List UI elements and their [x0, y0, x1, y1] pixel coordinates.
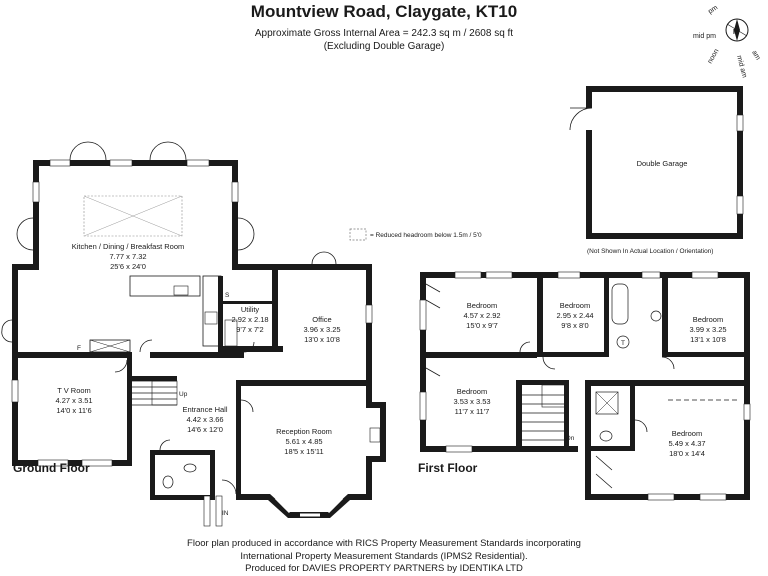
first-floor-label: First Floor [418, 461, 478, 475]
bedroom-5-metric: 5.49 x 4.37 [668, 439, 706, 448]
compass-am: am [750, 49, 762, 62]
bedroom-3-name: Bedroom [692, 315, 724, 324]
office-metric: 3.96 x 3.25 [303, 325, 341, 334]
compass-pm: pm [707, 4, 720, 16]
store-label: S [225, 292, 230, 299]
reduced-headroom-legend: = Reduced headroom below 1.5m / 5'0 [370, 232, 482, 239]
compass-north: N [733, 29, 739, 36]
tv-room-name: T V Room [57, 386, 91, 395]
bedroom-2-name: Bedroom [559, 301, 591, 310]
bedroom-4-metric: 3.53 x 3.53 [453, 397, 491, 406]
page-title: Mountview Road, Claygate, KT10 [250, 2, 518, 21]
double-garage-plan [570, 86, 743, 239]
reception-imperial: 18'5 x 15'11 [284, 447, 324, 456]
kitchen-metric: 7.77 x 7.32 [109, 252, 147, 261]
stairs-up-label: Up [179, 391, 188, 398]
compass-mid-am: mid am [735, 54, 748, 79]
gross-area-text: Approximate Gross Internal Area = 242.3 sq m / 2608 sq ft [254, 28, 514, 39]
kitchen-name: Kitchen / Dining / Breakfast Room [71, 242, 185, 251]
entrance-hall-metric: 4.42 x 3.66 [186, 415, 224, 424]
tv-room-metric: 4.27 x 3.51 [55, 396, 93, 405]
garage-label: Double Garage [636, 159, 688, 168]
compass-noon: noon [706, 48, 721, 65]
bedroom-1-metric: 4.57 x 2.92 [463, 311, 501, 320]
utility-name: Utility [240, 305, 260, 314]
tv-room-imperial: 14'0 x 11'6 [56, 406, 92, 415]
footer-line-2: International Property Measurement Standards (IPMS2 Residential). [240, 550, 528, 562]
compass-rose-icon [693, 4, 761, 79]
bedroom-2-imperial: 9'8 x 8'0 [561, 321, 589, 330]
compass-mid-pm: mid pm [693, 33, 716, 40]
footer-line-3: Produced for DAVIES PROPERTY PARTNERS by IDENTIKA LTD [245, 563, 523, 574]
bedroom-3-imperial: 13'1 x 10'8 [690, 335, 726, 344]
ground-floor-label: Ground Floor [13, 461, 90, 475]
fridge-label: F [77, 345, 81, 352]
footer-line-1: Floor plan produced in accordance with RICS Property Measurement Standards incorporating [187, 538, 581, 549]
footer-credits [0, 538, 768, 576]
bedroom-3-metric: 3.99 x 3.25 [689, 325, 727, 334]
bedroom-1-name: Bedroom [466, 301, 498, 310]
bedroom-4-name: Bedroom [456, 387, 488, 396]
tank-label: T [621, 340, 625, 347]
entrance-hall-imperial: 14'6 x 12'0 [187, 425, 223, 434]
reception-metric: 5.61 x 4.85 [285, 437, 323, 446]
office-name: Office [312, 315, 332, 324]
reduced-headroom-swatch [350, 229, 366, 240]
bedroom-2-metric: 2.95 x 2.44 [556, 311, 594, 320]
bedroom-5-name: Bedroom [671, 429, 703, 438]
reception-name: Reception Room [276, 427, 332, 436]
entrance-in-label: IN [222, 510, 229, 517]
bedroom-5-imperial: 18'0 x 14'4 [669, 449, 705, 458]
stairs-down-label: Dn [566, 435, 575, 442]
utility-metric: 2.92 x 2.18 [231, 315, 269, 324]
utility-imperial: 9'7 x 7'2 [236, 325, 264, 334]
garage-location-note: (Not Shown In Actual Location / Orientation) [587, 248, 714, 255]
bedroom-1-imperial: 15'0 x 9'7 [466, 321, 498, 330]
office-imperial: 13'0 x 10'8 [304, 335, 340, 344]
exclusion-note: (Excluding Double Garage) [323, 41, 445, 52]
entrance-hall-name: Entrance Hall [182, 405, 228, 414]
kitchen-imperial: 25'6 x 24'0 [110, 262, 146, 271]
bedroom-4-imperial: 11'7 x 11'7 [454, 407, 490, 416]
